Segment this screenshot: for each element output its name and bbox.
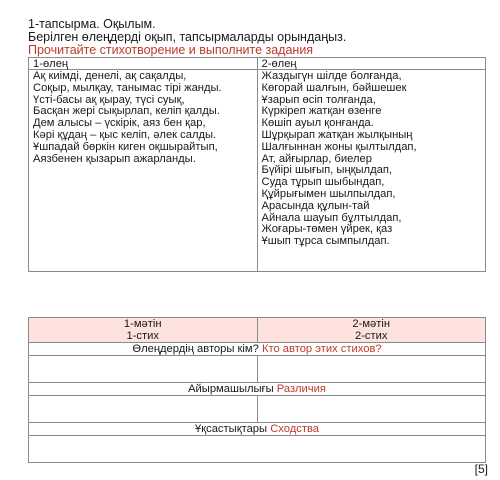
author-answer-1[interactable] [29, 356, 258, 383]
poem2-line: Ұзарып өсіп толғанда, [261, 93, 376, 106]
poem2-line: Көшіп ауыл қонғанда. [261, 117, 374, 130]
col1-header [29, 318, 258, 343]
poem1-line: Басқан жері сықырлап, келіп қалды. [33, 105, 220, 118]
author-question-kz: Өлеңдердің авторы кім? [132, 343, 259, 355]
col1-header-kz: 1-мәтін [123, 318, 162, 330]
poem2-line: Көгорай шалғын, бәйшешек [261, 81, 407, 94]
poem2-line: Ат, айғырлар, биелер [261, 152, 372, 165]
poem2-line: Жоғары-төмен үйрек, қаз [261, 223, 393, 236]
similarities-ru: Сходства [270, 423, 319, 435]
poem1-line: Дем алысы – үскірік, аяз бен қар, [33, 117, 206, 130]
poem2-line: Суда тұрып шыбындап, [261, 176, 385, 189]
task-number: 1-тапсырма. Оқылым. [28, 17, 156, 31]
poem1-line: Ақ киімді, денелі, ақ сақалды, [33, 70, 187, 82]
author-question-row [29, 343, 486, 356]
poem2-line: Арасында құлын-тай [261, 199, 370, 212]
poem1-line: Үсті-басы ақ қырау, түсі суық, [33, 93, 185, 106]
poem2-line: Шалғыннан жоны қылтылдап, [261, 140, 417, 153]
poem1-title: 1-өлең [29, 58, 258, 70]
poem2-title: 2-өлең [257, 58, 486, 70]
score-mark: [5] [474, 462, 488, 476]
poem2-line: Жаздыгүн шілде болғанда, [261, 70, 402, 82]
comparison-table [28, 317, 486, 463]
poem2-line: Ұшып тұрса сымпылдап. [261, 235, 390, 248]
instruction-ru: Прочитайте стихотворение и выполните задания [28, 43, 314, 57]
differences-ru: Различия [276, 383, 326, 395]
instruction-kz: Берілген өлеңдерді оқып, тапсырмаларды орындаңыз. [28, 30, 347, 44]
col2-header-kz: 2-мәтін [352, 318, 391, 330]
poem2-line: Айнала шауып бұлтылдап, [261, 211, 402, 224]
poems-table [28, 57, 486, 272]
similarities-kz: Ұқсастықтары [195, 423, 268, 435]
poem1-line: Аязбенен қызарып ажарланды. [33, 152, 196, 165]
poem2-text [257, 70, 486, 272]
poem1-line: Кәрі құдаң – қыс келіп, әлек салды. [33, 128, 217, 141]
poem1-text [29, 70, 258, 272]
differences-row [29, 383, 486, 396]
col2-header [257, 318, 486, 343]
similarities-row [29, 423, 486, 436]
task-header [28, 18, 488, 57]
poem2-line: Шұрқырап жатқан жылқының [261, 128, 413, 141]
poem2-line: Бүйірі шығып, ыңқылдап, [261, 164, 392, 177]
poem2-line: Құйрығымен шылпылдап, [261, 187, 396, 200]
col1-header-ru: 1-стих [126, 330, 159, 342]
poem1-line: Ұшпадай бөркін киген оқшырайтып, [33, 140, 218, 153]
col2-header-ru: 2-стих [354, 330, 388, 342]
author-question-ru: Кто автор этих стихов? [261, 343, 382, 355]
poem2-line: Күркіреп жатқан өзенге [261, 105, 382, 118]
differences-kz: Айырмашылығы [188, 383, 274, 395]
poem1-line: Соқыр, мылқау, танымас тірі жанды. [33, 81, 222, 94]
similarities-answer[interactable] [29, 436, 486, 463]
differences-answer-2[interactable] [257, 396, 486, 423]
differences-answer-1[interactable] [29, 396, 258, 423]
author-answer-2[interactable] [257, 356, 486, 383]
